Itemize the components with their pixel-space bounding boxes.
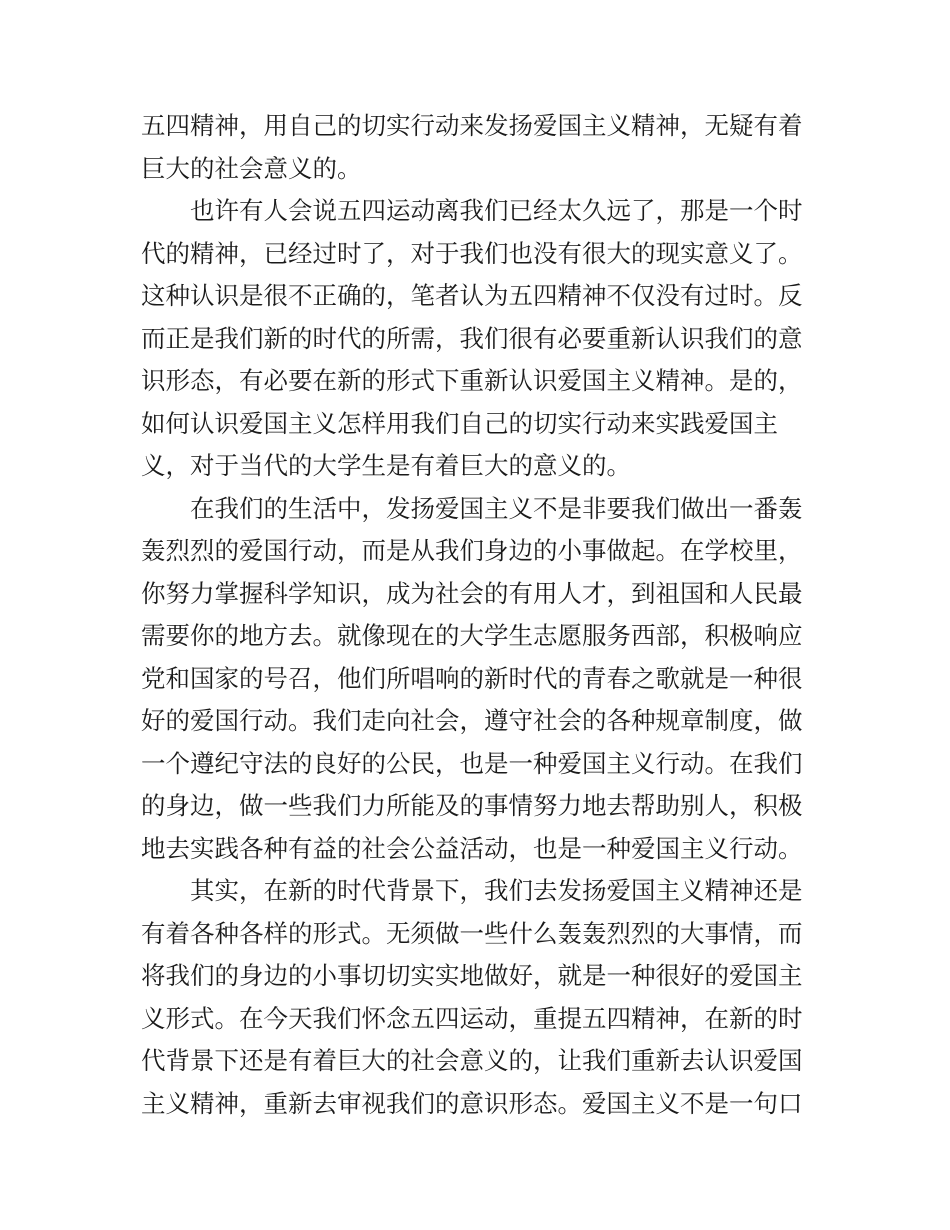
text-line: 代的精神，已经过时了，对于我们也没有很大的现实意义了。 — [141, 238, 803, 268]
text-line: 党和国家的号召，他们所唱响的新时代的青春之歌就是一种很 — [141, 663, 803, 693]
text-line: 如何认识爱国主义怎样用我们自己的切实行动来实践爱国主 — [141, 408, 778, 438]
text-line: 需要你的地方去。就像现在的大学生志愿服务西部，积极响应 — [141, 621, 803, 650]
text-line: 地去实践各种有益的社会公益活动，也是一种爱国主义行动。 — [141, 833, 803, 863]
text-line: 轰烈烈的爱国行动，而是从我们身边的小事做起。在学校里， — [141, 536, 803, 565]
text-line: 的身边，做一些我们力所能及的事情努力地去帮助别人，积极 — [141, 791, 803, 820]
text-line: 有着各种各样的形式。无须做一些什么轰轰烈烈的大事情，而 — [141, 918, 803, 948]
text-line: 代背景下还是有着巨大的社会意义的，让我们重新去认识爱国 — [141, 1046, 803, 1075]
text-line: 巨大的社会意义的。 — [141, 153, 362, 183]
paragraph-start-line: 在我们的生活中，发扬爱国主义不是非要我们做出一番轰 — [190, 493, 803, 523]
text-line: 而正是我们新的时代的所需，我们很有必要重新认识我们的意 — [141, 323, 803, 353]
text-line: 一个遵纪守法的良好的公民，也是一种爱国主义行动。在我们 — [141, 748, 803, 778]
text-line: 好的爱国行动。我们走向社会，遵守社会的各种规章制度，做 — [141, 706, 803, 735]
text-line: 五四精神，用自己的切实行动来发扬爱国主义精神，无疑有着 — [141, 111, 803, 140]
body-text — [141, 105, 821, 1125]
text-line: 你努力掌握科学知识，成为社会的有用人才，到祖国和人民最 — [141, 578, 803, 608]
text-line: 义形式。在今天我们怀念五四运动，重提五四精神，在新的时 — [141, 1003, 803, 1033]
paragraph-start-line: 也许有人会说五四运动离我们已经太久远了，那是一个时 — [190, 196, 803, 225]
text-line: 这种认识是很不正确的，笔者认为五四精神不仅没有过时。反 — [141, 281, 803, 310]
text-line: 识形态，有必要在新的形式下重新认识爱国主义精神。是的， — [141, 366, 803, 395]
text-line: 义，对于当代的大学生是有着巨大的意义的。 — [141, 451, 631, 480]
text-line: 主义精神，重新去审视我们的意识形态。爱国主义不是一句口 — [141, 1088, 803, 1118]
paragraph-start-line: 其实，在新的时代背景下，我们去发扬爱国主义精神还是 — [190, 876, 803, 905]
text-line: 将我们的身边的小事切切实实地做好，就是一种很好的爱国主 — [141, 961, 803, 990]
